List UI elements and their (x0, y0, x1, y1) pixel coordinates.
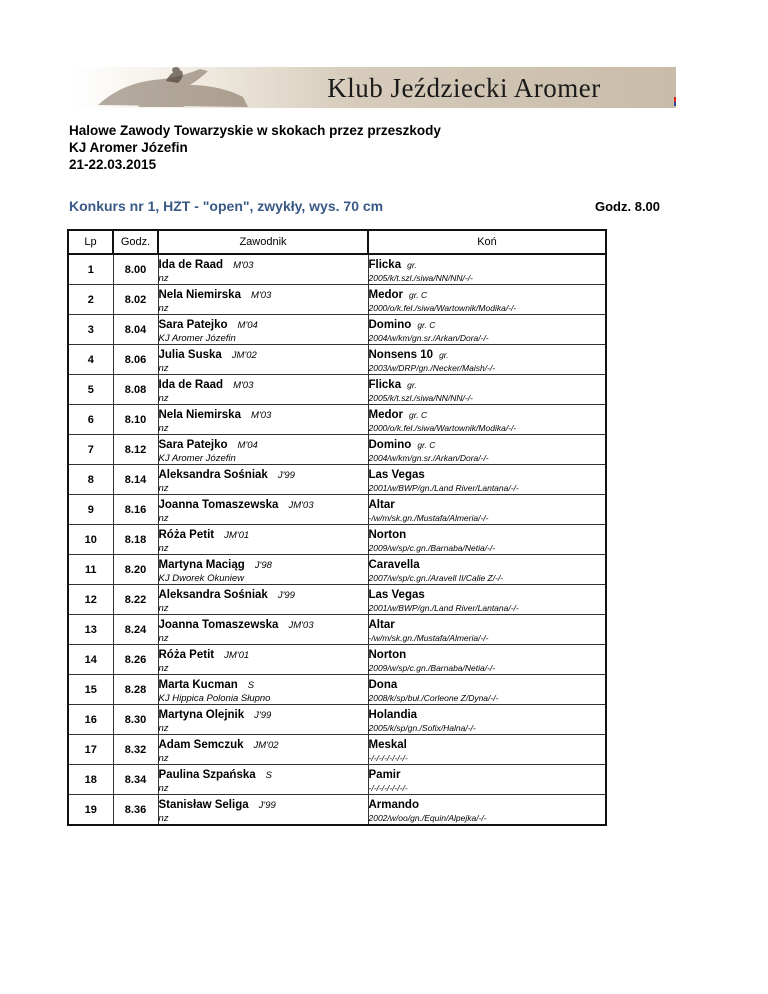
table-row (68, 645, 606, 675)
rider-club: nz (158, 423, 169, 434)
cell-rider (158, 495, 368, 525)
cell-time: 8.04 (113, 315, 158, 345)
horse-details: 2002/w/oo/gn./Equin/Alpejka/-/- (368, 813, 487, 823)
rider-category: M'04 (237, 440, 258, 451)
start-list-table (67, 229, 607, 826)
horse-class: gr. C (417, 440, 436, 450)
club-logo-icon (672, 67, 676, 108)
table-row (68, 795, 606, 826)
horse-name: Holandia (368, 709, 418, 721)
cell-lp: 5 (68, 375, 113, 405)
cell-rider (158, 345, 368, 375)
cell-horse (368, 375, 606, 405)
rider-category: JM'03 (288, 620, 314, 631)
horse-class: gr. C (417, 320, 436, 330)
table-row (68, 435, 606, 465)
cell-time: 8.16 (113, 495, 158, 525)
cell-horse (368, 525, 606, 555)
cell-rider (158, 555, 368, 585)
horse-name: Flicka (368, 259, 402, 271)
rider-category: J'99 (277, 590, 295, 601)
horse-details: 2004/w/km/gn.sr./Arkan/Dora/-/- (368, 333, 489, 343)
rider-category: M'03 (250, 290, 272, 301)
rider-club: KJ Aromer Józefin (158, 333, 236, 344)
cell-rider (158, 645, 368, 675)
rider-name: Stanisław Seliga (158, 799, 249, 811)
table-row (68, 585, 606, 615)
event-venue: KJ Aromer Józefin (69, 140, 188, 155)
rider-category: JM'02 (253, 740, 279, 751)
cell-horse (368, 675, 606, 705)
horse-name: Pamir (368, 769, 401, 781)
contest-title: Konkurs nr 1, HZT - "open", zwykły, wys. 70 cm (69, 198, 384, 214)
cell-rider (158, 315, 368, 345)
rider-club: KJ Aromer Józefin (158, 453, 236, 464)
cell-lp: 16 (68, 705, 113, 735)
rider-club: nz (158, 393, 169, 404)
header-rider: Zawodnik (158, 230, 368, 254)
cell-horse (368, 585, 606, 615)
table-row (68, 465, 606, 495)
horse-class: gr. (407, 260, 417, 270)
cell-rider (158, 675, 368, 705)
horse-class: gr. C (409, 410, 428, 420)
table-row (68, 254, 606, 285)
cell-lp: 14 (68, 645, 113, 675)
cell-lp: 18 (68, 765, 113, 795)
cell-time: 8.08 (113, 375, 158, 405)
horse-details: 2007/w/sp/c.gn./Aravell II/Calie Z/-/- (368, 573, 504, 583)
rider-name: Joanna Tomaszewska (158, 619, 279, 631)
rider-club: nz (158, 603, 169, 614)
cell-time: 8.00 (113, 254, 158, 285)
cell-horse (368, 795, 606, 826)
rider-name: Martyna Maciąg (158, 559, 245, 571)
cell-lp: 8 (68, 465, 113, 495)
horse-name: Norton (368, 529, 407, 541)
cell-lp: 1 (68, 254, 113, 285)
cell-lp: 6 (68, 405, 113, 435)
cell-time: 8.12 (113, 435, 158, 465)
table-row (68, 675, 606, 705)
horse-name: Dona (368, 679, 398, 691)
cell-rider (158, 615, 368, 645)
horse-name: Las Vegas (368, 469, 425, 481)
cell-lp: 2 (68, 285, 113, 315)
cell-lp: 9 (68, 495, 113, 525)
horse-details: 2001/w/BWP/gn./Land River/Lantana/-/- (368, 483, 519, 493)
table-row (68, 615, 606, 645)
horse-name: Caravella (368, 559, 420, 571)
cell-rider (158, 525, 368, 555)
horse-details: 2009/w/sp/c.gn./Barnaba/Netia/-/- (368, 663, 496, 673)
cell-rider (158, 765, 368, 795)
rider-category: JM'01 (224, 530, 250, 541)
rider-category: J'99 (277, 470, 295, 481)
cell-horse (368, 465, 606, 495)
cell-rider (158, 254, 368, 285)
table-row (68, 525, 606, 555)
horse-details: -/w/m/sk.gn./Mustafa/Almeria/-/- (368, 633, 489, 643)
table-row (68, 555, 606, 585)
horse-name: Meskal (368, 739, 407, 751)
horse-details: -/-/-/-/-/-/-/- (368, 783, 408, 793)
cell-horse (368, 765, 606, 795)
rider-club: KJ Dworek Okuniew (158, 573, 245, 584)
cell-rider (158, 705, 368, 735)
horse-name: Medor (368, 289, 403, 301)
table-row (68, 735, 606, 765)
horse-details: 2005/k/t.szl./siwa/NN/NN/-/- (368, 393, 473, 403)
rider-category: JM'01 (224, 650, 250, 661)
banner-title: Klub Jeździecki Aromer (327, 73, 601, 103)
rider-category: M'04 (237, 320, 258, 331)
cell-time: 8.34 (113, 765, 158, 795)
rider-name: Sara Patejko (158, 319, 228, 331)
rider-name: Paulina Szpańska (158, 769, 256, 781)
table-row (68, 375, 606, 405)
rider-name: Marta Kucman (158, 679, 238, 691)
cell-horse (368, 735, 606, 765)
cell-lp: 15 (68, 675, 113, 705)
event-date: 21-22.03.2015 (69, 157, 157, 172)
rider-name: Róża Petit (158, 649, 215, 661)
table-row (68, 405, 606, 435)
cell-horse (368, 254, 606, 285)
rider-category: J'99 (258, 800, 276, 811)
horse-name: Domino (368, 439, 412, 451)
cell-horse (368, 645, 606, 675)
table-row (68, 315, 606, 345)
contest-start-time: Godz. 8.00 (595, 199, 661, 214)
cell-lp: 17 (68, 735, 113, 765)
horse-details: 2009/w/sp/c.gn./Barnaba/Netia/-/- (368, 543, 496, 553)
horse-details: 2000/o/k.fel./siwa/Wartownik/Modika/-/- (368, 303, 517, 313)
cell-rider (158, 405, 368, 435)
rider-club: nz (158, 303, 169, 314)
cell-time: 8.14 (113, 465, 158, 495)
cell-lp: 19 (68, 795, 113, 826)
horse-details: 2004/w/km/gn.sr./Arkan/Dora/-/- (368, 453, 489, 463)
horse-name: Medor (368, 409, 403, 421)
cell-time: 8.02 (113, 285, 158, 315)
cell-time: 8.32 (113, 735, 158, 765)
cell-horse (368, 705, 606, 735)
cell-rider (158, 465, 368, 495)
cell-lp: 4 (68, 345, 113, 375)
horse-name: Nonsens 10 (368, 349, 434, 361)
cell-lp: 12 (68, 585, 113, 615)
cell-rider (158, 585, 368, 615)
rider-category: M'03 (233, 260, 254, 271)
event-title: Halowe Zawody Towarzyskie w skokach przez przeszkody (69, 123, 441, 138)
horse-details: 2005/k/sp/gn./Sofix/Halna/-/- (368, 723, 476, 733)
rider-club: nz (158, 723, 169, 734)
rider-club: KJ Hippica Polonia Słupno (158, 693, 271, 704)
rider-name: Martyna Olejnik (158, 709, 245, 721)
club-banner (72, 67, 676, 108)
rider-name: Ida de Raad (158, 379, 224, 391)
cell-lp: 7 (68, 435, 113, 465)
rider-category: JM'03 (288, 500, 314, 511)
header-lp: Lp (68, 230, 113, 254)
horse-details: 2001/w/BWP/gn./Land River/Lantana/-/- (368, 603, 519, 613)
cell-horse (368, 285, 606, 315)
rider-club: nz (158, 483, 169, 494)
horse-class: gr. (407, 380, 417, 390)
rider-category: M'03 (233, 380, 254, 391)
horse-details: 2003/w/DRP/gn./Necker/Maish/-/- (368, 363, 496, 373)
rider-club: nz (158, 813, 169, 824)
cell-rider (158, 735, 368, 765)
cell-horse (368, 315, 606, 345)
horse-details: -/w/m/sk.gn./Mustafa/Almeria/-/- (368, 513, 489, 523)
table-row (68, 705, 606, 735)
horse-details: 2000/o/k.fel./siwa/Wartownik/Modika/-/- (368, 423, 517, 433)
rider-name: Aleksandra Sośniak (158, 469, 268, 481)
rider-category: JM'02 (231, 350, 257, 361)
cell-lp: 13 (68, 615, 113, 645)
cell-time: 8.06 (113, 345, 158, 375)
table-row (68, 285, 606, 315)
cell-time: 8.18 (113, 525, 158, 555)
table-row (68, 495, 606, 525)
cell-horse (368, 345, 606, 375)
rider-category: S (265, 770, 272, 781)
cell-horse (368, 435, 606, 465)
rider-club: nz (158, 783, 169, 794)
cell-time: 8.36 (113, 795, 158, 826)
cell-time: 8.22 (113, 585, 158, 615)
rider-club: nz (158, 633, 169, 644)
header-time: Godz. (113, 230, 158, 254)
horse-details: 2008/k/sp/buł./Corleone Z/Dyna/-/- (368, 693, 499, 703)
rider-category: J'98 (254, 560, 272, 571)
horse-class: gr. (439, 350, 449, 360)
horse-name: Flicka (368, 379, 402, 391)
rider-category: J'99 (254, 710, 272, 721)
cell-time: 8.30 (113, 705, 158, 735)
rider-name: Adam Semczuk (158, 739, 244, 751)
rider-name: Nela Niemirska (158, 409, 241, 421)
rider-club: nz (158, 513, 169, 524)
rider-club: nz (158, 363, 169, 374)
horse-class: gr. C (409, 290, 428, 300)
horse-name: Norton (368, 649, 407, 661)
rider-name: Nela Niemirska (158, 289, 241, 301)
header-horse: Koń (368, 230, 606, 254)
horse-name: Domino (368, 319, 412, 331)
cell-time: 8.24 (113, 615, 158, 645)
horse-name: Altar (368, 499, 395, 511)
cell-lp: 3 (68, 315, 113, 345)
cell-time: 8.20 (113, 555, 158, 585)
horse-name: Las Vegas (368, 589, 425, 601)
cell-horse (368, 495, 606, 525)
rider-club: nz (158, 753, 169, 764)
cell-lp: 10 (68, 525, 113, 555)
table-row (68, 765, 606, 795)
horse-details: -/-/-/-/-/-/-/- (368, 753, 408, 763)
table-header-row (68, 230, 606, 254)
horse-rider-image (78, 67, 318, 108)
rider-club: nz (158, 663, 169, 674)
horse-name: Altar (368, 619, 395, 631)
rider-name: Julia Suska (158, 349, 222, 361)
rider-name: Ida de Raad (158, 259, 224, 271)
cell-time: 8.10 (113, 405, 158, 435)
rider-name: Joanna Tomaszewska (158, 499, 279, 511)
rider-name: Róża Petit (158, 529, 215, 541)
cell-horse (368, 555, 606, 585)
cell-rider (158, 435, 368, 465)
cell-horse (368, 405, 606, 435)
cell-rider (158, 795, 368, 826)
rider-club: nz (158, 543, 169, 554)
cell-lp: 11 (68, 555, 113, 585)
table-row (68, 345, 606, 375)
cell-rider (158, 375, 368, 405)
horse-name: Armando (368, 799, 419, 811)
rider-club: nz (158, 273, 169, 284)
cell-horse (368, 615, 606, 645)
cell-rider (158, 285, 368, 315)
cell-time: 8.28 (113, 675, 158, 705)
horse-details: 2005/k/t.szl./siwa/NN/NN/-/- (368, 273, 473, 283)
rider-name: Sara Patejko (158, 439, 228, 451)
rider-category: S (247, 680, 255, 691)
rider-name: Aleksandra Sośniak (158, 589, 268, 601)
rider-category: M'03 (250, 410, 272, 421)
cell-time: 8.26 (113, 645, 158, 675)
